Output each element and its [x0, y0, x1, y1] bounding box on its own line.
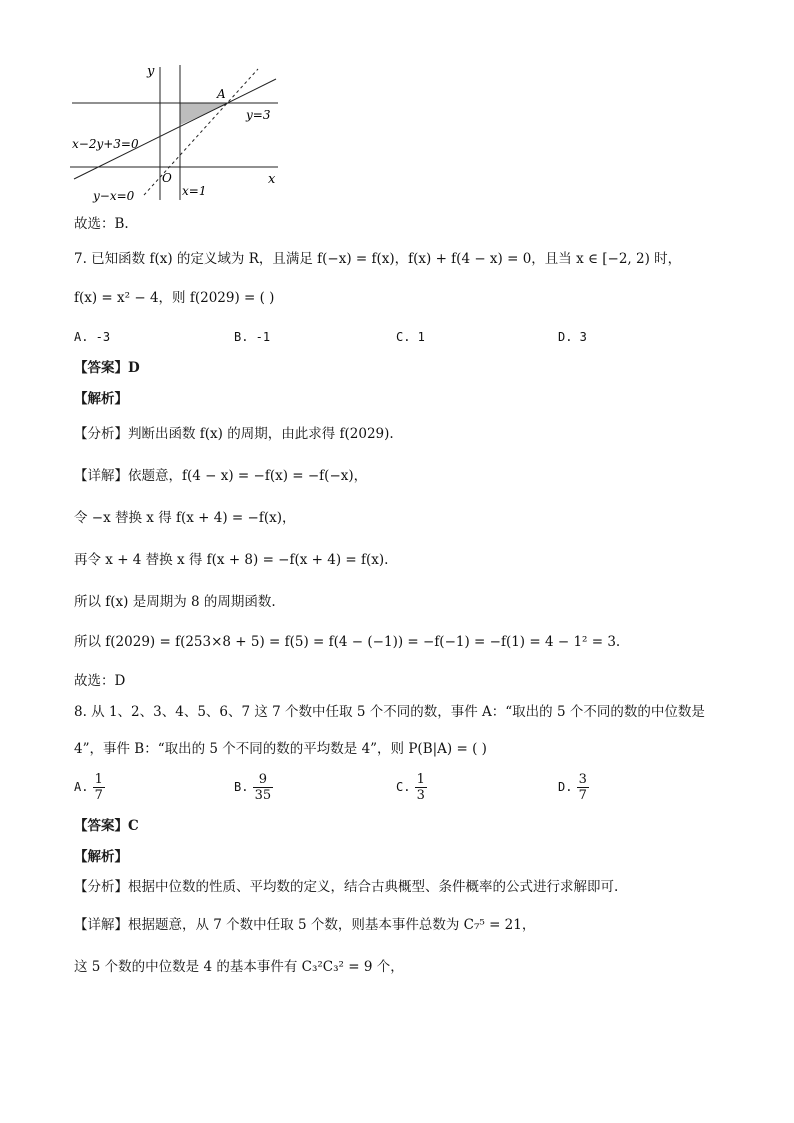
q8-option-c	[396, 772, 427, 803]
label-y3: y=3	[246, 108, 271, 122]
q8-option-d-den: 7	[578, 788, 587, 803]
q7-detail-3: 再令 x + 4 替换 x 得 f(x + 8) = −f(x + 4) = f(x).	[74, 552, 389, 568]
q8-option-d-letter: D.	[558, 780, 573, 794]
label-x: x	[268, 172, 276, 187]
q7-detail-2: 令 −x 替换 x 得 f(x + 4) = −f(x)，	[74, 510, 296, 526]
q8-option-b-num: 9	[253, 772, 274, 788]
label-A: A	[217, 87, 226, 101]
q8-stem-line2: 4”，事件 B：“取出的 5 个不同的数的平均数是 4”，则 P(B|A) = ( )	[74, 741, 487, 757]
q8-option-b-letter: B.	[234, 780, 249, 794]
label-x1: x=1	[182, 184, 207, 198]
q7-analysis-head: 【解析】	[74, 391, 128, 407]
q8-option-c-letter: C.	[396, 780, 411, 794]
q7-option-b: B. -1	[234, 330, 271, 344]
q8-analysis: 【分析】根据中位数的性质、平均数的定义，结合古典概型、条件概率的公式进行求解即可.	[74, 879, 619, 895]
q7-analysis: 【分析】判断出函数 f(x) 的周期，由此求得 f(2029).	[74, 426, 394, 442]
q8-option-c-den: 3	[416, 788, 425, 803]
feasible-region-figure	[60, 55, 290, 215]
q8-option-a-fraction	[93, 772, 105, 803]
q7-choice: 故选：D	[74, 673, 126, 689]
q8-option-a-num: 1	[94, 772, 103, 787]
q7-option-a: A. -3	[74, 330, 111, 344]
q8-option-b-den: 35	[254, 788, 272, 803]
q8-option-d-fraction	[577, 772, 589, 803]
q7-stem-line2: f(x) = x² − 4，则 f(2029) = ( )	[74, 290, 275, 306]
q8-option-c-fraction	[415, 772, 427, 803]
q8-option-a-den: 7	[94, 788, 103, 803]
label-line1: x−2y+3=0	[72, 137, 139, 151]
q6-choice: 故选：B.	[74, 216, 129, 232]
q8-answer: 【答案】C	[74, 818, 139, 834]
q7-detail-4: 所以 f(x) 是周期为 8 的周期函数.	[74, 594, 276, 610]
q8-analysis-head: 【解析】	[74, 849, 128, 865]
q8-detail-1: 【详解】根据题意，从 7 个数中任取 5 个数，则基本事件总数为 C₇⁵ = 21，	[74, 917, 536, 933]
q7-detail-1: 【详解】依题意，f(4 − x) = −f(x) = −f(−x)，	[74, 468, 368, 484]
q8-option-a-letter: A.	[74, 780, 89, 794]
line-x-2y+3	[74, 79, 276, 179]
label-line2: y−x=0	[93, 189, 135, 203]
label-O: O	[162, 171, 172, 185]
q8-detail-2: 这 5 个数的中位数是 4 的基本事件有 C₃²C₃² = 9 个，	[74, 959, 404, 975]
q8-option-d	[558, 772, 589, 803]
q7-detail-5: 所以 f(2029) = f(253×8 + 5) = f(5) = f(4 − (−1)) = −f(−1) = −f(1) = 4 − 1² = 3.	[74, 634, 621, 650]
q8-option-b-fraction	[253, 772, 274, 803]
q7-stem-line1: 7. 已知函数 f(x) 的定义域为 R，且满足 f(−x) = f(x)，f(x) + f(4 − x) = 0，且当 x ∈ [−2, 2) 时，	[74, 251, 682, 267]
q7-option-c: C. 1	[396, 330, 425, 344]
q8-option-a	[74, 772, 105, 803]
q8-option-d-num: 3	[578, 772, 587, 787]
q8-stem-line1: 8. 从 1、2、3、4、5、6、7 这 7 个数中任取 5 个不同的数，事件 A：“取出的 5 个不同的数的中位数是	[74, 704, 705, 720]
q8-option-c-num: 1	[416, 772, 425, 787]
q8-option-b	[234, 772, 273, 803]
q7-option-d: D. 3	[558, 330, 587, 344]
label-y: y	[147, 64, 155, 79]
q7-answer: 【答案】D	[74, 360, 140, 376]
